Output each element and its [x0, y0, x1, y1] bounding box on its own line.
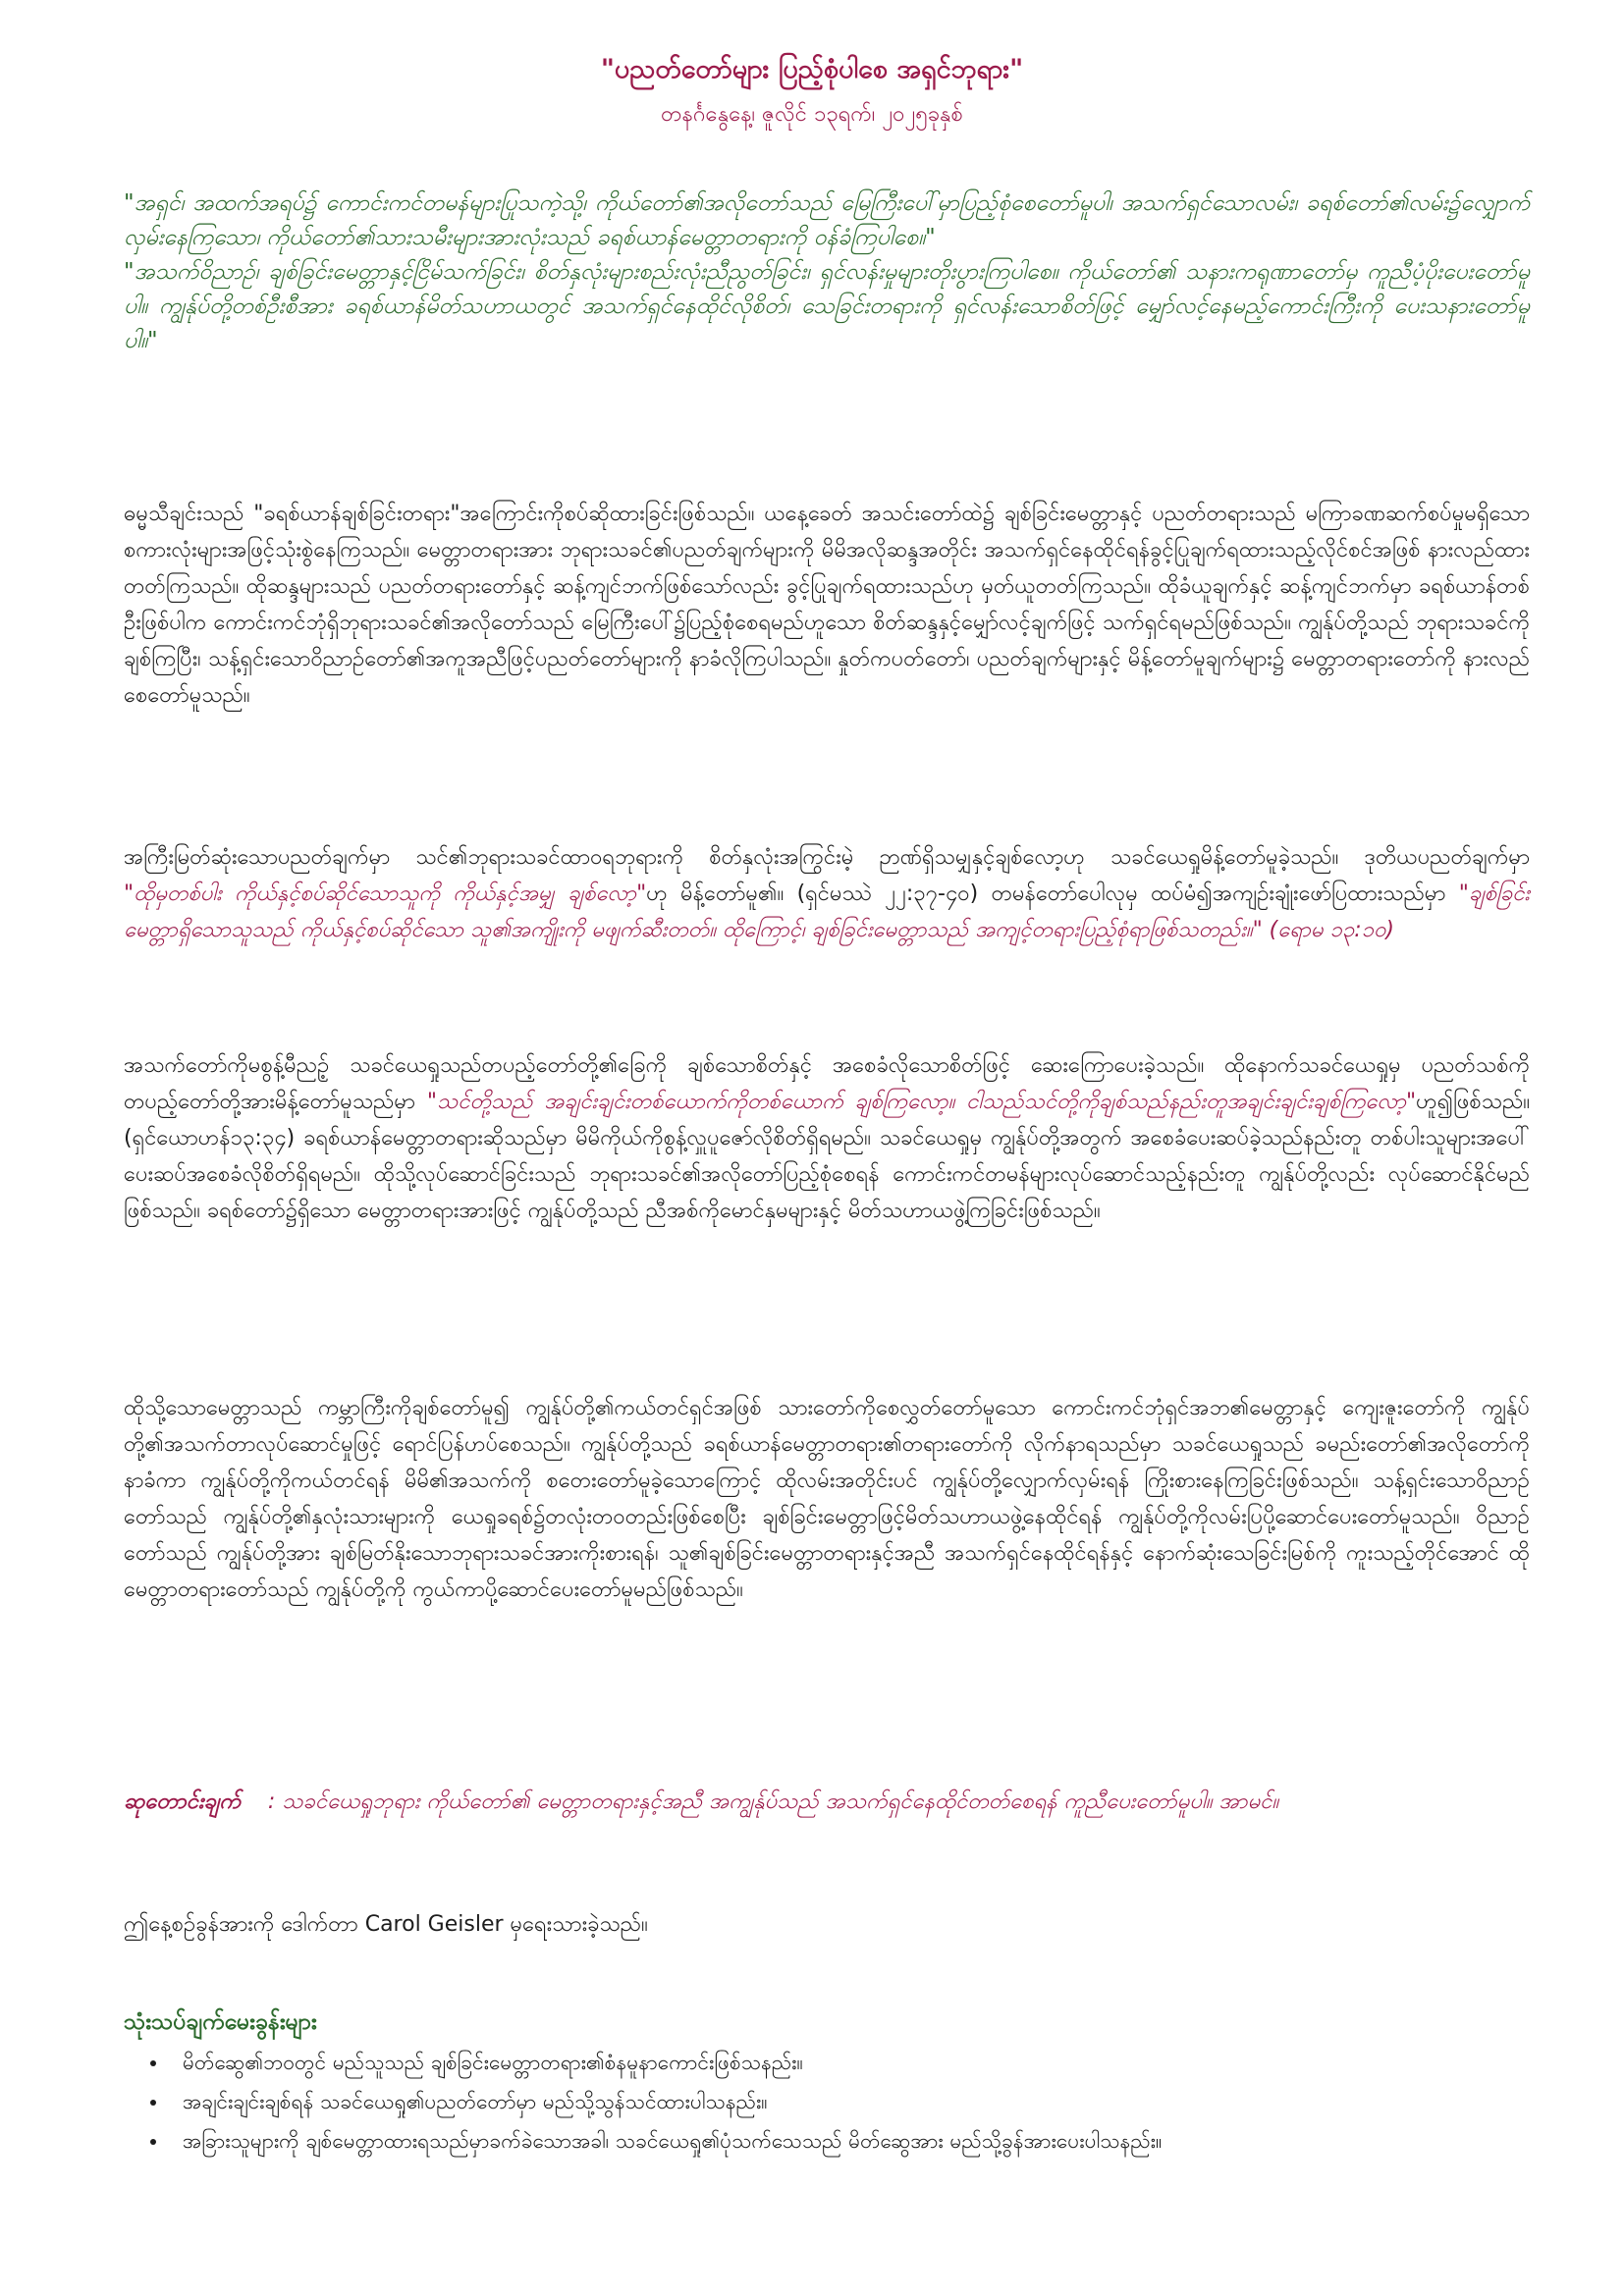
body-paragraph-2: [124, 839, 1530, 948]
question-item: • မိတ်ဆွေ၏ဘဝတွင် မည်သူသည် ချစ်ခြင်းမေတ္တာတရား၏စံနမူနာကောင်းဖြစ်သနည်း။: [169, 2043, 1530, 2082]
paragraph-2-text-a: အကြီးမြတ်ဆုံးသောပညတ်ချက်မှာ သင်၏ဘုရားသခင်ထာဝရဘုရားကို စိတ်နှလုံးအကြွင်းမဲ့ ဉာဏ်ရှိသမျှနှင့်ချစ်လော့ဟု သခင်ယေရှုမိန့်တော်မူခဲ့သည်။ ဒုတိယပညတ်ချက်မှာ: [124, 845, 1530, 870]
page-title: "ပညတ်တော်များ ပြည့်စုံပါစေ အရှင်ဘုရား": [600, 54, 1024, 84]
questions-list: [124, 2043, 1530, 2161]
author-line: ဤနေ့စဉ်ခွန်အားကို ဒေါက်တာ Carol Geisler မှရေးသားခဲ့သည်။: [124, 1912, 648, 1937]
prayer-paragraph-2: "အသက်ဝိညာဉ်၊ ချစ်ခြင်းမေတ္တာနှင့်ငြိမ်သက်ခြင်း၊ စိတ်နှလုံးများစည်းလုံးညီညွတ်ခြင်း၊ ရှင်လန်းမှုများတိုးပွားကြပါစေ။ ကိုယ်တော်၏ သနားကရုဏာတော်မှ ကူညီပံ့ပိုးပေးတော်မူပါ။ ကျွန်ုပ်တို့တစ်ဦးစီအား ခရစ်ယာန်မိတ်သဟာယတွင် အသက်ရှင်နေထိုင်လိုစိတ်၊ သေခြင်းတရားကို ရှင်လန်းသောစိတ်ဖြင့် မျှော်လင့်နေမည့်ကောင်းကြီးကို ပေးသနားတော်မူပါ။": [124, 259, 1530, 353]
question-item: • အချင်းချင်းချစ်ရန် သခင်ယေရှု၏ပညတ်တော်မှာ မည်သို့သွန်သင်ထားပါသနည်း။: [169, 2082, 1530, 2121]
closing-prayer: [124, 1785, 1530, 1820]
scripture-quote-john: "သင်တို့သည် အချင်းချင်းတစ်ယောက်ကိုတစ်ယောက် ချစ်ကြလော့။ ငါသည်သင်တို့ကိုချစ်သည်နည်းတူအချင်းချင်းချစ်ကြလော့": [426, 1090, 1417, 1114]
body-paragraph-1-block: [124, 496, 1530, 714]
reflection-questions: [124, 2005, 1530, 2161]
paragraph-3-text-a: အသက်တော်ကိုမစွန့်မီညဉ့် သခင်ယေရှုသည်တပည့်တော်တို့၏ခြေကို ချစ်သောစိတ်နှင့် အစေခံလိုသောစိတ်ဖြင့် ဆေးကြောပေးခဲ့သည်။ ထိုနောက်သခင်ယေရှုမှ ပညတ်သစ်ကို တပည့်တော်တို့အားမိန့်တော်မူသည်မှာ: [124, 1053, 1530, 1114]
prayer-paragraph-1: "အရှင်၊ အထက်အရပ်၌ ကောင်းကင်တမန်များပြုသကဲ့သို့၊ ကိုယ်တော်၏အလိုတော်သည် မြေကြီးပေါ်မှာပြည့်စုံစေတော်မူပါ၊ အသက်ရှင်သောလမ်း၊ ခရစ်တော်၏လမ်း၌လျှောက်လှမ်းနေကြသော၊ ကိုယ်တော်၏သားသမီးများအားလုံးသည် ခရစ်ယာန်မေတ္တာတရားကို ဝန်ခံကြပါစေ။": [124, 190, 1530, 250]
opening-prayer: [124, 187, 1530, 358]
body-paragraph-1: ဓမ္မသီချင်းသည် "ခရစ်ယာန်ချစ်ခြင်းတရား"အကြောင်းကိုစပ်ဆိုထားခြင်းဖြစ်သည်။ ယနေ့ခေတ် အသင်းတော်ထဲ၌ ချစ်ခြင်းမေတ္တာနှင့် ပညတ်တရားသည် မကြာခဏဆက်စပ်မှုမရှိသောစကားလုံးများအဖြင့်သုံးစွဲနေကြသည်။ မေတ္တာတရားအား ဘုရားသခင်၏ပညတ်ချက်များကို မိမိအလိုဆန္ဒအတိုင်း အသက်ရှင်နေထိုင်ရန်ခွင့်ပြုချက်ရထားသည့်လိုင်စင်အဖြစ် နားလည်ထားတတ်ကြသည်။ ထိုဆန္ဒများသည် ပညတ်တရားတော်နှင့် ဆန့်ကျင်ဘက်ဖြစ်သော်လည်း ခွင့်ပြုချက်ရထားသည်ဟု မှတ်ယူတတ်ကြသည်။ ထိုခံယူချက်နှင့် ဆန့်ကျင်ဘက်မှာ ခရစ်ယာန်တစ်ဦးဖြစ်ပါက ကောင်းကင်ဘုံရှိဘုရားသခင်၏အလိုတော်သည် မြေကြီးပေါ်၌ပြည့်စုံစေရမည်ဟူသော စိတ်ဆန္ဒနှင့်မျှော်လင့်ချက်ဖြင့် သက်ရှင်ရမည်ဖြစ်သည်။ ကျွန်ုပ်တို့သည် ဘုရားသခင်ကိုချစ်ကြပြီး၊ သန့်ရှင်းသောဝိညာဉ်တော်၏အကူအညီဖြင့်ပညတ်တော်များကို နာခံလိုကြပါသည်။ နှုတ်ကပတ်တော်၊ ပညတ်ချက်များနှင့် မိန့်တော်မူချက်များ၌ မေတ္တာတရားတော်ကို နားလည်စေတော်မူသည်။: [124, 502, 1530, 708]
paragraph-2-text-b: ဟု မိန့်တော်မူ၏။ (ရှင်မဿဲ ၂၂:၃၇-၄၀) တမန်တော်ပေါလုမှ ထပ်မံ၍အကျဉ်းချုံးဖော်ပြထားသည်မှာ: [646, 881, 1459, 906]
closing-prayer-text: : သခင်ယေရှုဘုရား ကိုယ်တော်၏ မေတ္တာတရားနှင့်အညီ အကျွန်ုပ်သည် အသက်ရှင်နေထိုင်တတ်စေရန် ကူညီပေးတော်မူပါ။ အာမင်။: [267, 1789, 1279, 1814]
page-date: တနင်္ဂနွေနေ့၊ ဇူလိုင် ၁၃ရက်၊ ၂၀၂၅ခုနှစ်: [661, 102, 963, 127]
paragraph-3-text-b: ဟူ၍ဖြစ်သည်။ (ရှင်ယောဟန်၁၃:၃၄) ခရစ်ယာန်မေတ္တာတရားဆိုသည်မှာ မိမိကိုယ်ကိုစွန့်လှူပူဇော်လိုစိတ်ရှိရမည်။ သခင်ယေရှုမှ ကျွန်ုပ်တို့အတွက် အစေခံပေးဆပ်ခဲ့သည်နည်းတူ တစ်ပါးသူများအပေါ် ပေးဆပ်အစေခံလိုစိတ်ရှိရမည်။ ထိုသို့လုပ်ဆောင်ခြင်းသည် ဘုရားသခင်၏အလိုတော်ပြည့်စုံစေရန် ကောင်းကင်တမန်များလုပ်ဆောင်သည့်နည်းတူ ကျွန်ုပ်တို့လည်း လုပ်ဆောင်နိုင်မည်ဖြစ်သည်။ ခရစ်တော်၌ရှိသော မေတ္တာတရားအားဖြင့် ကျွန်ုပ်တို့သည် ညီအစ်ကိုမောင်နှမများနှင့် မိတ်သဟာယဖွဲ့ကြခြင်းဖြစ်သည်။: [124, 1090, 1530, 1223]
body-paragraph-3: [124, 1047, 1530, 1229]
body-paragraph-3-block: [124, 1047, 1530, 1229]
author-block: [124, 1908, 1530, 1942]
questions-heading: သုံးသပ်ချက်မေးခွန်းများ: [124, 2009, 317, 2035]
question-item: • အခြားသူများကို ချစ်မေတ္တာထားရသည်မှာခက်ခဲသောအခါ၊ သခင်ယေရှု၏ပုံသက်သေသည် မိတ်ဆွေအား မည်သို့ခွန်အားပေးပါသနည်း။: [169, 2121, 1530, 2161]
scripture-quote-romans: "ချစ်ခြင်းမေတ္တာရှိသောသူသည် ကိုယ်နှင့်စပ်ဆိုင်သော သူ၏အကျိုးကို မဖျက်ဆီးတတ်။ ထိုကြောင့်၊ ချစ်ခြင်းမေတ္တာသည် အကျင့်တရားပြည့်စုံရာဖြစ်သတည်း။" (ရောမ ၁၃:၁၀): [124, 881, 1530, 942]
closing-prayer-label: ဆုတောင်းချက်: [124, 1789, 241, 1814]
body-paragraph-4: ထိုသို့သောမေတ္တာသည် ကမ္ဘာကြီးကိုချစ်တော်မူ၍ ကျွန်ုပ်တို့၏ကယ်တင်ရှင်အဖြစ် သားတော်ကိုစေလွှတ်တော်မူသော ကောင်းကင်ဘုံရှင်အဘ၏မေတ္တာနှင့် ကျေးဇူးတော်ကို ကျွန်ုပ်တို့၏အသက်တာလုပ်ဆောင်မှုဖြင့် ရောင်ပြန်ဟပ်စေသည်။ ကျွန်ုပ်တို့သည် ခရစ်ယာန်မေတ္တာတရား၏တရားတော်ကို လိုက်နာရသည်မှာ သခင်ယေရှုသည် ခမည်းတော်၏အလိုတော်ကို နာခံကာ ကျွန်ုပ်တို့ကိုကယ်တင်ရန် မိမိ၏အသက်ကို စတေးတော်မူခဲ့သောကြောင့် ထိုလမ်းအတိုင်းပင် ကျွန်ုပ်တို့လျှောက်လှမ်းရန် ကြိုးစားနေကြခြင်းဖြစ်သည်။ သန့်ရှင်းသောဝိညာဉ်တော်သည် ကျွန်ုပ်တို့၏နှလုံးသားများကို ယေရှုခရစ်၌တလုံးတဝတည်းဖြစ်စေပြီး ချစ်ခြင်းမေတ္တာဖြင့်မိတ်သဟာယဖွဲ့နေထိုင်ရန် ကျွန်ုပ်တို့ကိုလမ်းပြပို့ဆောင်ပေးတော်မူသည်။ ဝိညာဉ်တော်သည် ကျွန်ုပ်တို့အား ချစ်မြတ်နိုးသောဘုရားသခင်အားကိုးစားရန်၊ သူ၏ချစ်ခြင်းမေတ္တာတရားနှင့်အညီ အသက်ရှင်နေထိုင်ရန်နှင့် နောက်ဆုံးသေခြင်းမြစ်ကို ကူးသည့်တိုင်အောင် ထိုမေတ္တာတရားတော်သည် ကျွန်ုပ်တို့ကို ကွယ်ကာပို့ဆောင်ပေးတော်မူမည်ဖြစ်သည်။: [124, 1396, 1530, 1602]
scripture-quote-matthew: "ထိုမှတစ်ပါး ကိုယ်နှင့်စပ်ဆိုင်သောသူကို ကိုယ်နှင့်အမျှ ချစ်လော့": [124, 881, 647, 906]
body-paragraph-2-block: [124, 839, 1530, 948]
body-paragraph-4-block: [124, 1390, 1530, 1608]
